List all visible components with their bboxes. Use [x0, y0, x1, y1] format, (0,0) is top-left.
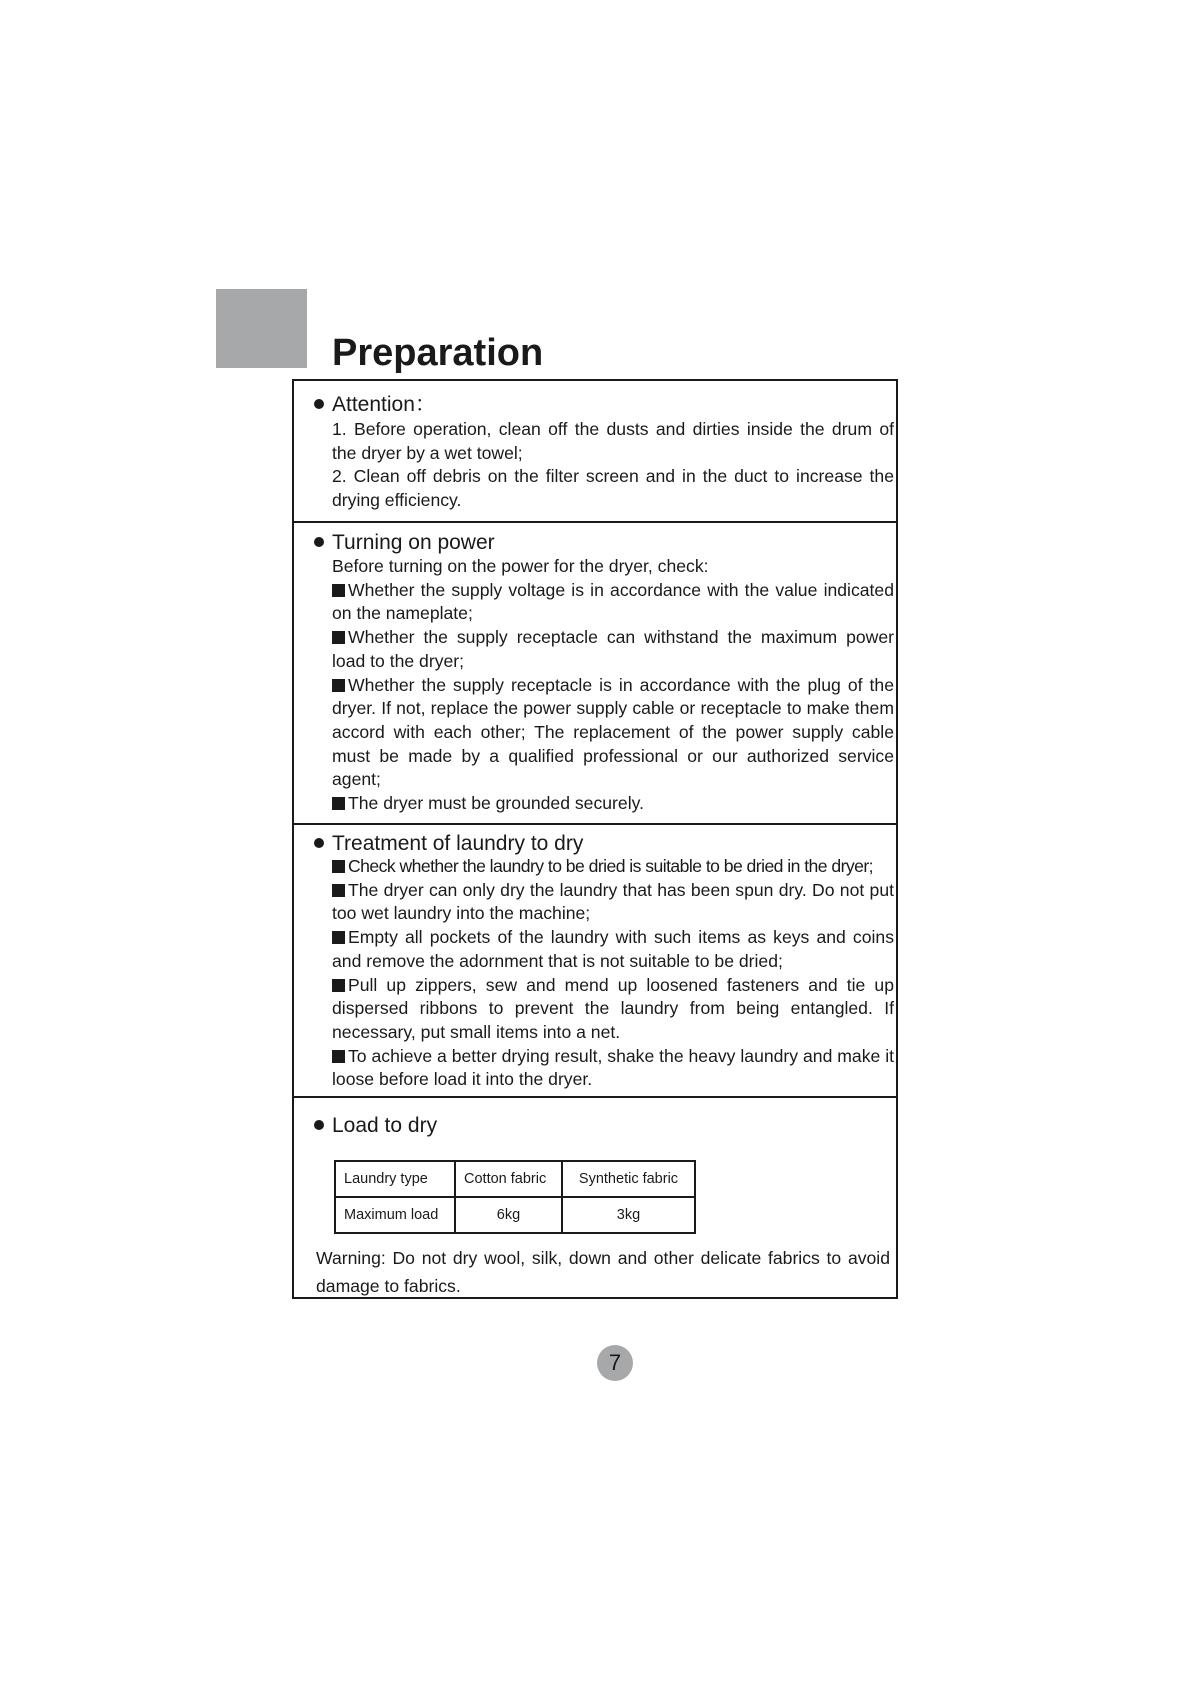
square-bullet-icon: [332, 631, 345, 644]
treatment-heading: [314, 831, 583, 857]
treatment-section: [294, 825, 896, 1098]
treatment-item-5: [332, 1045, 894, 1092]
power-heading-text: Turning on power: [332, 531, 495, 554]
power-item-2-text: Whether the supply receptacle can withstand the maximum power load to the dryer;: [332, 627, 894, 671]
load-heading-text: Load to dry: [332, 1114, 438, 1137]
page-number-badge: 7: [597, 1345, 633, 1381]
treatment-item-2: [332, 879, 894, 926]
treatment-item-4-text: Pull up zippers, sew and mend up loosened fasteners and tie up dispersed ribbons to prevent the laundry from being entangled. If necessary, put small items into a net.: [332, 974, 894, 1042]
attention-heading: [314, 392, 436, 418]
square-bullet-icon: [332, 979, 345, 992]
power-section: [294, 523, 896, 825]
table-cell-cotton-load: 6kg: [455, 1197, 562, 1233]
treatment-body: [332, 855, 894, 1092]
power-body: [332, 555, 894, 816]
treatment-item-2-text: The dryer can only dry the laundry that has been spun dry. Do not put too wet laundry into the machine;: [332, 879, 894, 924]
power-item-4-text: The dryer must be grounded securely.: [348, 793, 644, 814]
square-bullet-icon: [332, 860, 345, 873]
treatment-item-3-text: Empty all pockets of the laundry with such items as keys and coins and remove the adornment that is not suitable to be dried;: [332, 927, 894, 971]
square-bullet-icon: [332, 584, 345, 597]
attention-body: [332, 418, 894, 513]
power-intro: Before turning on the power for the dryer, check:: [332, 556, 709, 576]
power-heading: [314, 530, 495, 556]
content-frame: [292, 379, 898, 1299]
square-bullet-icon: [332, 797, 345, 810]
table-row: [335, 1197, 695, 1233]
square-bullet-icon: [332, 884, 345, 897]
square-bullet-icon: [332, 1050, 345, 1063]
table-cell-synthetic-fabric: Synthetic fabric: [562, 1161, 695, 1197]
page-title: Preparation: [332, 332, 544, 374]
bullet-dot-icon: [314, 537, 324, 547]
warning-text: Warning: Do not dry wool, silk, down and other delicate fabrics to avoid damage to fabrics.: [316, 1248, 890, 1296]
table-cell-cotton-fabric: Cotton fabric: [455, 1161, 562, 1197]
square-bullet-icon: [332, 679, 345, 692]
square-bullet-icon: [332, 931, 345, 944]
load-heading: [314, 1113, 437, 1139]
bullet-dot-icon: [314, 399, 324, 409]
treatment-item-5-text: To achieve a better drying result, shake the heavy laundry and make it loose before load it into the dryer.: [332, 1045, 894, 1090]
load-table: [334, 1160, 696, 1234]
header-color-block: [216, 289, 307, 368]
treatment-item-3: [332, 926, 894, 973]
load-section: [294, 1098, 896, 1297]
treatment-item-1: [332, 855, 894, 879]
table-cell-maximum-load: Maximum load: [335, 1197, 455, 1233]
power-item-2: [332, 626, 894, 673]
treatment-item-1-text: Check whether the laundry to be dried is suitable to be dried in the dryer;: [348, 856, 874, 876]
table-header-row: [335, 1161, 695, 1197]
table-cell-laundry-type: Laundry type: [335, 1161, 455, 1197]
treatment-item-4: [332, 974, 894, 1045]
power-item-3: [332, 674, 894, 793]
power-item-4: [332, 792, 894, 816]
power-item-1: [332, 579, 894, 626]
attention-heading-text: Attention：: [332, 393, 436, 416]
table-cell-synthetic-load: 3kg: [562, 1197, 695, 1233]
attention-item-1: 1. Before operation, clean off the dusts and dirties inside the drum of the dryer by a wet towel;: [332, 419, 894, 463]
power-item-1-text: Whether the supply voltage is in accordance with the value indicated on the nameplate;: [332, 579, 894, 624]
treatment-heading-text: Treatment of laundry to dry: [332, 832, 584, 855]
attention-item-2: 2. Clean off debris on the filter screen and in the duct to increase the drying efficiency.: [332, 466, 894, 511]
bullet-dot-icon: [314, 838, 324, 848]
bullet-dot-icon: [314, 1120, 324, 1130]
attention-section: [294, 381, 896, 523]
power-item-3-text: Whether the supply receptacle is in accordance with the plug of the dryer. If not, replace the power supply cable or receptacle to make them accord with each other; The replacement of the power supply cable must be made by a qualified professional or our authorized service agent;: [332, 674, 894, 790]
